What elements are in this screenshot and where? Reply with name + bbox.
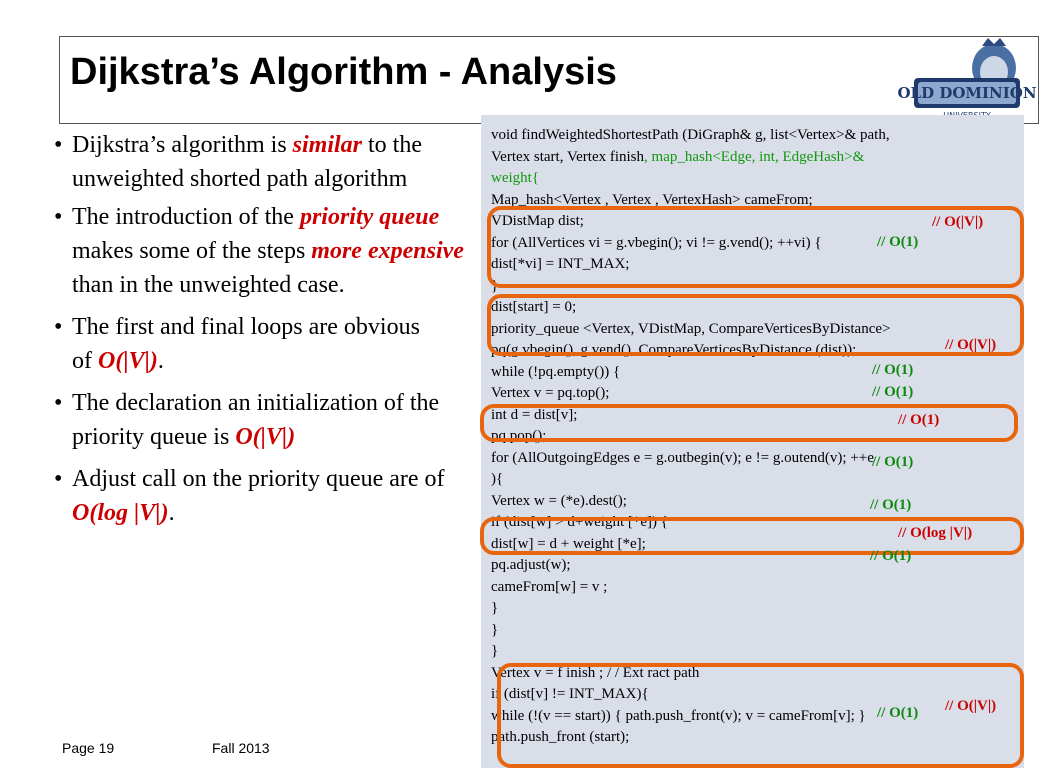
bullet-item: • The introduction of the priority queue makes some of the steps more expensive than in the unweighted case. — [52, 200, 472, 302]
code-line: } — [491, 277, 499, 294]
bullet-item: • Dijkstra’s algorithm is similar to the unweighted shorted path algorithm — [52, 128, 472, 196]
code-line: int d = dist[v]; — [491, 406, 578, 423]
code-line: if (dist[v] != INT_MAX){ — [491, 686, 649, 702]
complexity-annotation: // O(1) — [870, 497, 912, 513]
bullet-list — [52, 128, 472, 530]
code-line: } — [491, 621, 499, 638]
complexity-annotation: // O(1) — [872, 384, 914, 400]
highlight-box-pq-init — [487, 294, 1024, 356]
complexity-annotation: // O(|V|) — [945, 698, 997, 714]
code-line: } — [491, 643, 499, 659]
code-line: pq.pop(); — [491, 428, 547, 444]
complexity-annotation: // O(|V|) — [932, 214, 984, 230]
code-line: VDistMap dist; — [491, 213, 584, 229]
code-line: dist[w] = d + weight [*e]; — [491, 535, 646, 552]
bullet-item: • The first and final loops are obvious of O(|V|). — [52, 310, 442, 378]
slide-title: Dijkstra’s Algorithm - Analysis — [70, 51, 617, 93]
code-line: Map_hash<Vertex , Vertex , VertexHash> cameFrom; — [491, 191, 813, 208]
code-line: while (!(v == start)) { path.push_front(v); v = cameFrom[v]; } — [491, 707, 866, 724]
complexity-annotation: // O(1) — [870, 548, 912, 564]
complexity-annotation: // O(1) — [877, 705, 919, 721]
highlight-box-extract — [497, 663, 1024, 768]
code-line: dist[start] = 0; — [491, 299, 577, 315]
complexity-annotation: // O(|V|) — [945, 337, 997, 353]
code-line: for (AllVertices vi = g.vbegin(); vi != g.vend(); ++vi) { — [491, 234, 822, 251]
code-line: priority_queue <Vertex, VDistMap, CompareVerticesByDistance> — [491, 320, 891, 337]
code-line: ){ — [491, 471, 504, 487]
code-line: cameFrom[w] = v ; — [491, 578, 608, 595]
code-line: if (dist[w] > d+weight [*e]) { — [491, 514, 668, 530]
footer-page-number: Page 19 — [62, 740, 115, 756]
title-box — [59, 36, 1039, 124]
code-line: Vertex w = (*e).dest(); — [491, 492, 627, 509]
complexity-annotation: // O(1) — [898, 412, 940, 428]
footer-term: Fall 2013 — [212, 740, 270, 756]
bullet-item: • The declaration an initialization of the priority queue is O(|V|) — [52, 386, 472, 454]
code-line: } — [491, 600, 499, 616]
bullet-item: • Adjust call on the priority queue are of O(log |V|). — [52, 462, 472, 530]
code-line: dist[*vi] = INT_MAX; — [491, 256, 630, 272]
complexity-annotation: // O(1) — [872, 454, 914, 470]
code-line: for (AllOutgoingEdges e = g.outbegin(v); e != g.outend(v); ++e — [491, 449, 874, 466]
code-line: pq.adjust(w); — [491, 557, 571, 573]
code-line: Vertex v = f inish ; / / Ext ract path — [491, 664, 700, 681]
complexity-annotation: // O(1) — [877, 234, 919, 250]
code-line: Vertex start, Vertex finish, map_hash<Edge, int, EdgeHash>& — [491, 148, 865, 165]
code-line: weight{ — [491, 170, 540, 186]
code-line: Vertex v = pq.top(); — [491, 385, 610, 401]
code-line: pq(g.vbegin(), g.vend(), CompareVerticesByDistance (dist)); — [491, 342, 857, 358]
complexity-annotation: // O(log |V|) — [898, 525, 973, 541]
code-line: while (!pq.empty()) { — [491, 363, 621, 380]
svg-text:OLD DOMINION: OLD DOMINION — [897, 84, 1037, 102]
code-line: path.push_front (start); — [491, 729, 630, 745]
university-logo — [897, 38, 1037, 122]
complexity-annotation: // O(1) — [872, 362, 914, 378]
code-line: void findWeightedShortestPath (DiGraph& g, list<Vertex>& path, — [491, 127, 890, 143]
